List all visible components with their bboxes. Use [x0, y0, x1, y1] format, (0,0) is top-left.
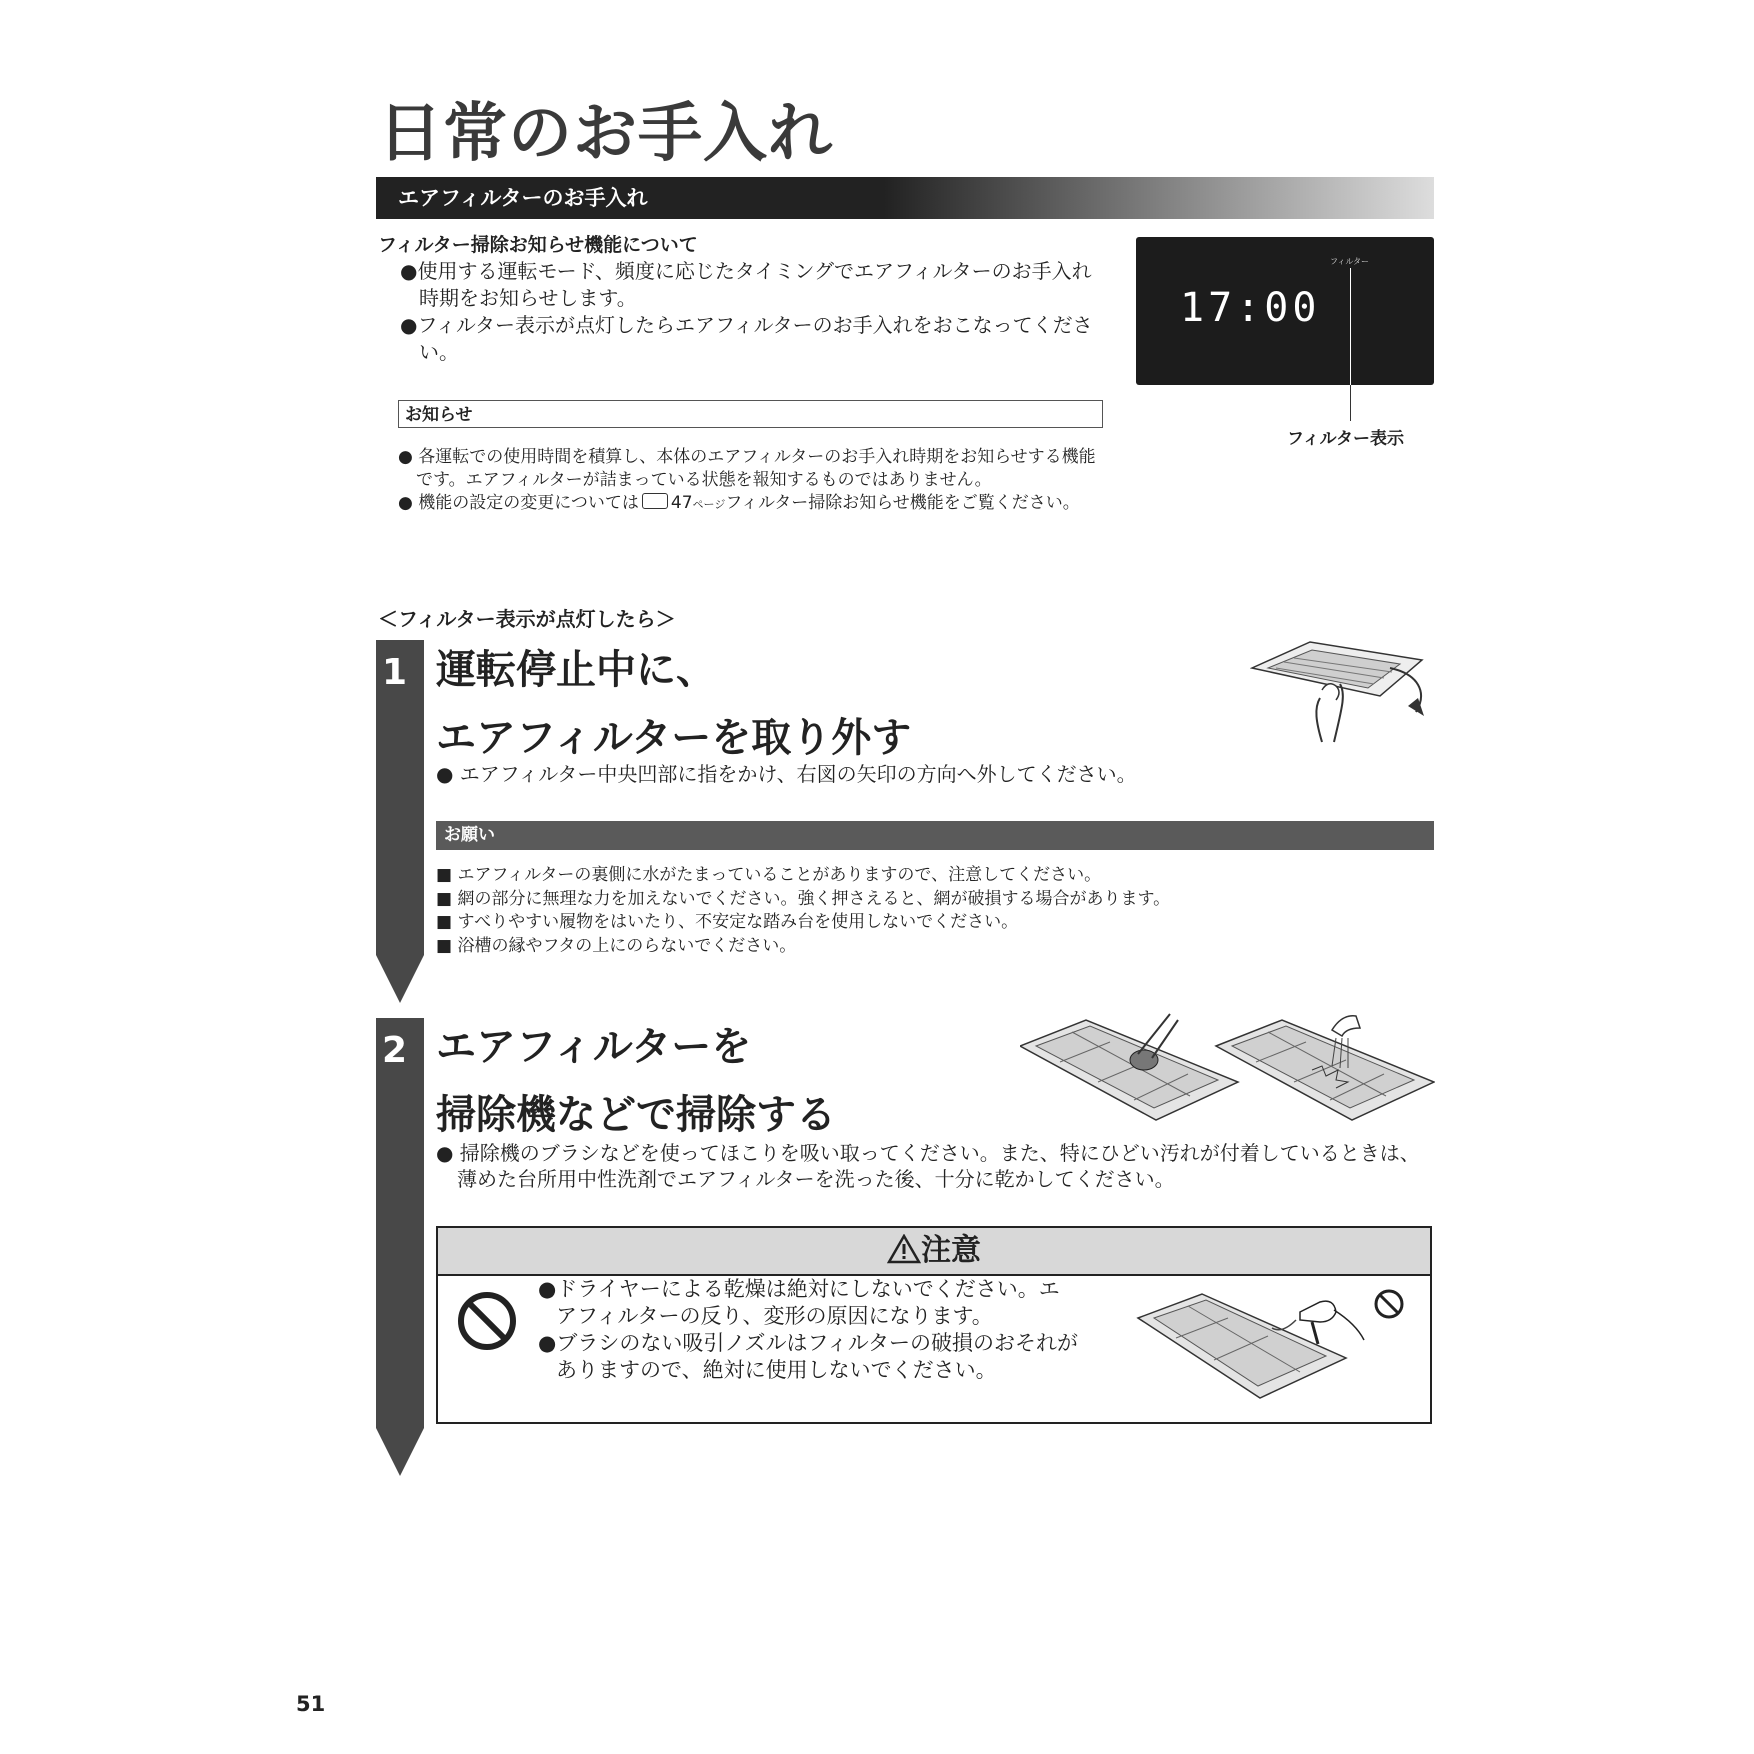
request-item: ■ 網の部分に無理な力を加えないでください。強く押さえると、網が破損する場合があります。	[436, 888, 1171, 909]
section-header: エアフィルターのお手入れ	[376, 177, 1434, 219]
request-label: お願い	[436, 821, 1434, 850]
step1-number: 1	[382, 652, 408, 693]
washing-filter	[1216, 1016, 1434, 1120]
request-item: ■ エアフィルターの裏側に水がたまっていることがありますので、注意してください。	[436, 865, 1102, 885]
step2-title-line2: 掃除機などで掃除する	[436, 1092, 836, 1138]
page-title: 日常のお手入れ	[378, 97, 833, 171]
ref-page: 47	[670, 493, 693, 513]
request-item: ■ 浴槽の縁やフタの上にのらないでください。	[436, 935, 797, 956]
feature-heading: フィルター掃除お知らせ機能について	[378, 234, 698, 256]
step1-note	[436, 761, 1156, 787]
oshirase-list	[398, 446, 1108, 516]
step-arrow-band	[376, 640, 424, 1680]
request-item: ■ すべりやすい履物をはいたり、不安定な踏み台を使用しないでください。	[436, 912, 1019, 932]
page-number: 51	[296, 1692, 326, 1716]
vacuum-filter	[1020, 1014, 1238, 1120]
caution-title: 注意	[921, 1233, 981, 1268]
oshirase-label: お知らせ	[398, 400, 1103, 428]
oshirase-item-ref	[398, 492, 1108, 516]
step2-note-text: ● 掃除機のブラシなどを使ってほこりを吸い取ってください。また、特にひどい汚れが付着しているときは、薄めた台所用中性洗剤でエアフィルターを洗った後、十分に乾かしてください。	[436, 1141, 1420, 1191]
leader-line	[1350, 385, 1351, 421]
step2-arrow-shape	[376, 1018, 424, 1476]
request-list	[436, 864, 1170, 958]
display-time: 17:00	[1180, 285, 1321, 331]
step2-number: 2	[382, 1030, 408, 1071]
display-filter-indicator: フィルター	[1330, 257, 1370, 266]
caution-list	[538, 1276, 1078, 1384]
ref-page-unit: ページ	[692, 498, 726, 511]
step1-title-line1: 運転停止中に、	[436, 647, 716, 693]
feature-bullet: ●使用する運転モード、頻度に応じたタイミングでエアフィルターのお手入れ時期をお知らせします。	[400, 259, 1092, 310]
caution-item: ●ドライヤーによる乾燥は絶対にしないでください。エアフィルターの反り、変形の原因になります。	[538, 1277, 1060, 1328]
filter-cleaning-illustration	[1020, 1010, 1435, 1135]
feature-bullet: ●フィルター表示が点灯したらエアフィルターのお手入れをおこなってください。	[400, 313, 1093, 364]
step2-note	[436, 1140, 1436, 1192]
oshirase-ref-text: ● 機能の設定の変更については	[398, 493, 639, 513]
ref-title: フィルター掃除お知らせ機能をご覧ください。	[725, 493, 1080, 513]
caution-item: ●ブラシのない吸引ノズルはフィルターの破損のおそれがありますので、絶対に使用しないでください。	[538, 1331, 1078, 1382]
step2-title-line1: エアフィルターを	[436, 1024, 752, 1070]
display-caption: フィルター表示	[1287, 429, 1404, 449]
filter-removal-illustration	[1250, 638, 1435, 748]
dryer-prohibited-illustration	[1136, 1288, 1426, 1410]
oshirase-item: ● 各運転での使用時間を積算し、本体のエアフィルターのお手入れ時期をお知らせする機能です。エアフィルターが詰まっている状態を報知するものではありません。	[398, 447, 1096, 490]
page-reference-icon	[642, 493, 668, 509]
prohibition-icon	[456, 1290, 518, 1352]
step1-note-text: ● エアフィルター中央凹部に指をかけ、右図の矢印の方向へ外してください。	[436, 762, 1137, 786]
steps-intro: ＜フィルター表示が点灯したら＞	[378, 607, 676, 631]
caution-header	[438, 1228, 1430, 1276]
step1-arrow-shape	[376, 640, 424, 1003]
step1-title-line2: エアフィルターを取り外す	[436, 715, 912, 761]
feature-bullets	[400, 258, 1108, 366]
warning-triangle-icon	[887, 1234, 921, 1264]
